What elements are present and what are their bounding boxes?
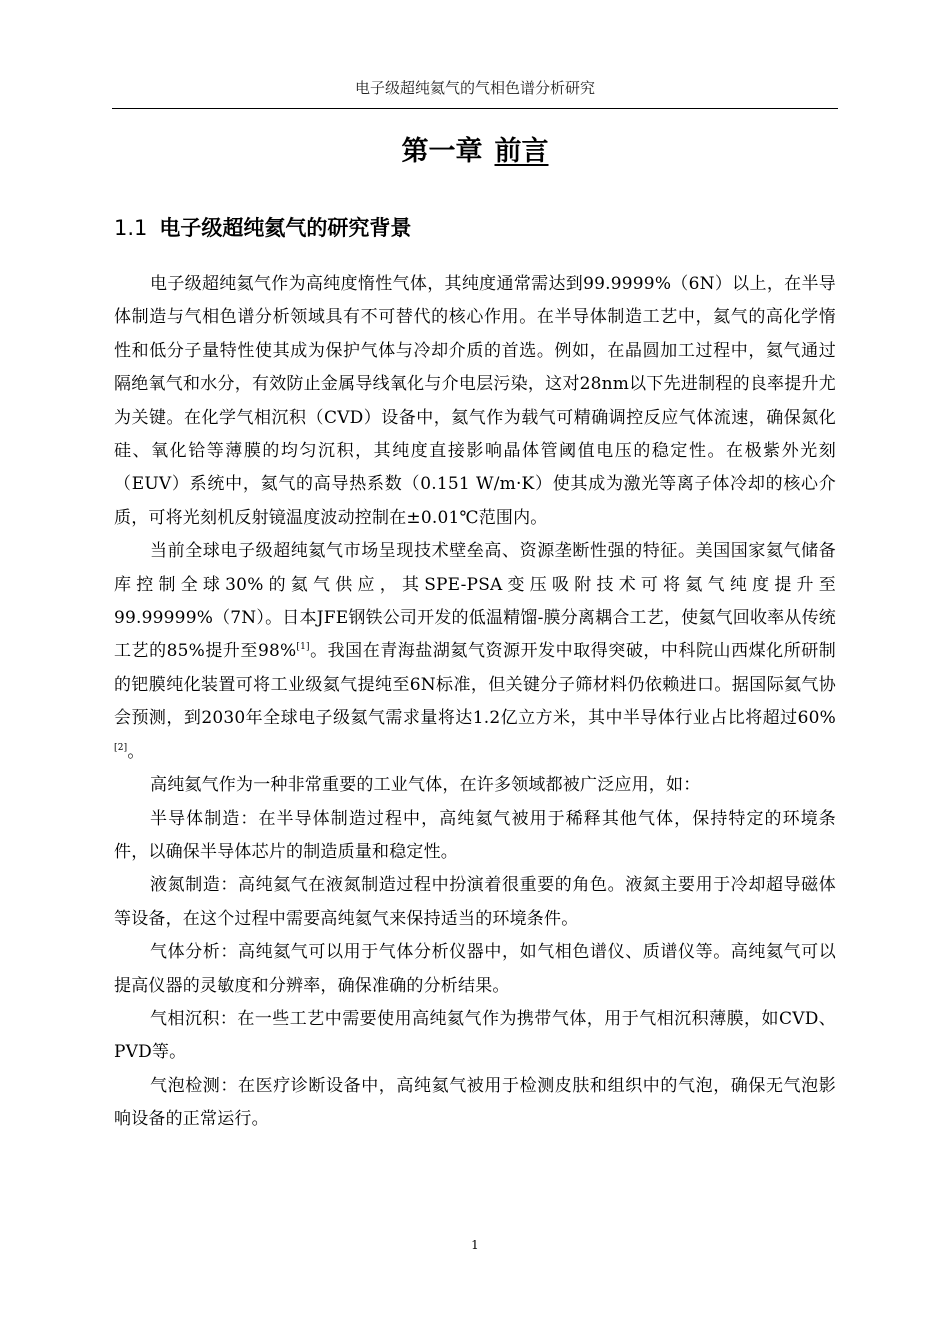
body-text [114,268,836,1137]
paragraph-background: 电子级超纯氦气作为高纯度惰性气体，其纯度通常需达到99.9999%（6N）以上，在半导体制造与气相色谱分析领域具有不可替代的核心作用。在半导体制造工艺中，氦气的高化学惰性和低分子量特性使其成为保护气体与冷却介质的首选。例如，在晶圆加工过程中，氦气通过隔绝氧气和水分，有效防止金属导线氧化与介电层污染，这对28nm以下先进制程的良率提升尤为关键。在化学气相沉积（CVD）设备中，氦气作为载气可精确调控反应气体流速，确保氮化硅、氧化铪等薄膜的均匀沉积，其纯度直接影响晶体管阈值电压的稳定性。在极紫外光刻（EUV）系统中，氦气的高导热系数（0.151 W/m·K）使其成为激光等离子体冷却的核心介质，可将光刻机反射镜温度波动控制在±0.01℃范围内。 [114,274,836,528]
section-number: 1.1 [114,216,148,240]
chapter-number: 第一章 [401,136,483,167]
citation-ref-2: [2] [114,742,128,753]
paragraph-applications-intro: 高纯氦气作为一种非常重要的工业气体，在许多领域都被广泛应用，如： [150,775,701,796]
paragraph-market-part3: 。 [127,741,145,762]
paragraph-liquid-nitrogen: 液氮制造：高纯氦气在液氮制造过程中扮演着很重要的角色。液氮主要用于冷却超导磁体等设备，在这个过程中需要高纯氦气来保持适当的环境条件。 [114,875,836,929]
paragraph-market [114,535,836,769]
paragraph-market-part1: 当前全球电子级超纯氦气市场呈现技术壁垒高、资源垄断性强的特征。美国国家氦气储备库控制全球30%的氦气供应，其SPE-PSA变压吸附技术可将氦气纯度提升至99.99999%（7N）。日本JFE钢铁公司开发的低温精馏-膜分离耦合工艺，使氦气回收率从传统工艺的85%提升至98% [114,541,836,662]
paragraph-semiconductor: 半导体制造：在半导体制造过程中，高纯氦气被用于稀释其他气体，保持特定的环境条件，以确保半导体芯片的制造质量和稳定性。 [114,808,836,862]
page-number: 1 [471,1238,479,1252]
chapter-name: 前言 [494,136,549,167]
running-header: 电子级超纯氦气的气相色谱分析研究 [354,79,595,97]
chapter-title [112,132,838,172]
paragraph-vapor-deposition: 气相沉积：在一些工艺中需要使用高纯氦气作为携带气体，用于气相沉积薄膜，如CVD、PVD等。 [114,1008,836,1063]
paragraph-market-part2: 。我国在青海盐湖氦气资源开发中取得突破，中科院山西煤化所研制的钯膜纯化装置可将工业级氦气提纯至6N标准，但关键分子筛材料仍依赖进口。据国际氦气协会预测，到2030年全球电子级氦气需求量将达1.2亿立方米，其中半导体行业占比将超过60% [114,641,836,729]
paragraph-bubble-detection: 气泡检测：在医疗诊断设备中，高纯氦气被用于检测皮肤和组织中的气泡，确保无气泡影响设备的正常运行。 [114,1075,836,1130]
section-heading [114,211,838,245]
header-rule [112,108,838,109]
paragraph-gas-analysis: 气体分析：高纯氦气可以用于气体分析仪器中，如气相色谱仪、质谱仪等。高纯氦气可以提高仪器的灵敏度和分辨率，确保准确的分析结果。 [114,942,836,996]
citation-ref-1: [1] [296,642,310,653]
section-name: 电子级超纯氦气的研究背景 [159,216,412,240]
